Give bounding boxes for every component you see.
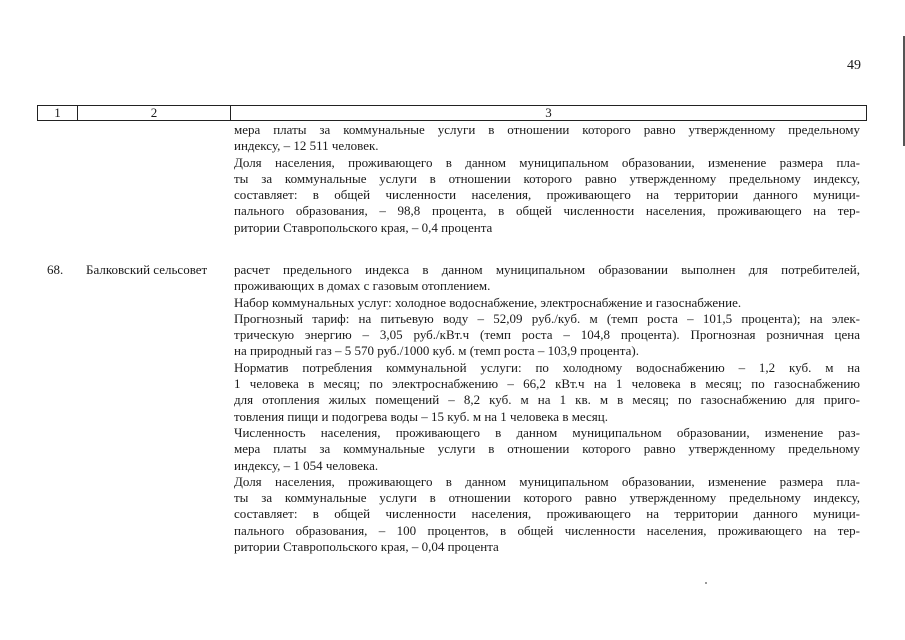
paragraph bbox=[234, 122, 860, 155]
text-line: индексу, – 1 054 человека. bbox=[234, 457, 379, 473]
continuation-text bbox=[234, 122, 860, 236]
text-line: мера платы за коммунальные услуги в отношении которого равно утвержденному предельному bbox=[234, 122, 860, 137]
text-line: ты за коммунальные услуги в отношении которого равно утвержденному предельному индексу, bbox=[234, 490, 860, 506]
text-line: пального образования, – 98,8 процента, в общей численности населения, проживающего на тер- bbox=[234, 203, 860, 219]
column-header-3: 3 bbox=[545, 105, 552, 120]
municipality-name: Балковский сельсовет bbox=[86, 262, 208, 277]
paragraph bbox=[234, 360, 860, 425]
text-line: Доля населения, проживающего в данном муниципальном образовании, изменение размера пла- bbox=[234, 154, 860, 170]
paragraph bbox=[234, 474, 860, 555]
text-line: ритории Ставропольского края, – 0,04 процента bbox=[234, 539, 499, 555]
page-number: 49 bbox=[847, 58, 861, 73]
text-line: для отопления жилых помещений – 8,2 куб. м на 1 кв. м в месяц; по газоснабжению для приго- bbox=[234, 392, 860, 408]
column-header-1: 1 bbox=[38, 106, 78, 120]
text-line: товления пищи и подогрева воды – 15 куб. м на 1 человека в месяц. bbox=[234, 408, 608, 424]
paragraph bbox=[234, 311, 860, 360]
text-line: Доля населения, проживающего в данном муниципальном образовании, изменение размера пла- bbox=[234, 473, 860, 489]
column-header-2: 2 bbox=[78, 106, 231, 120]
text-line: мера платы за коммунальные услуги в отношении которого равно утвержденному предельному bbox=[234, 441, 860, 457]
paragraph bbox=[234, 295, 860, 311]
table-header-row bbox=[37, 105, 867, 121]
text-line: Прогнозный тариф: на питьевую воду – 52,09 руб./куб. м (темп роста – 101,5 процента); на элек- bbox=[234, 310, 860, 326]
text-line: на природный газ – 5 570 руб./1000 куб. м (темп роста – 103,9 процента). bbox=[234, 343, 639, 359]
text-line: составляет: в общей численности населения, проживающего на территории данного муници- bbox=[234, 506, 860, 522]
text-line: трическую энергию – 3,05 руб./кВт.ч (темп роста – 104,8 процента). Прогнозная розничная цена bbox=[234, 327, 860, 343]
row-number: 68. bbox=[47, 262, 64, 277]
text-line: ритории Ставропольского края, – 0,4 процента bbox=[234, 219, 493, 235]
text-line: Норматив потребления коммунальной услуги: по холодному водоснабжению – 1,2 куб. м на bbox=[234, 359, 860, 375]
text-line: индексу, – 12 511 человек. bbox=[234, 138, 379, 154]
text-line: Набор коммунальных услуг: холодное водоснабжение, электроснабжение и газоснабжение. bbox=[234, 294, 742, 310]
text-line: расчет предельного индекса в данном муниципальном образовании выполнен для потребителей, bbox=[234, 262, 860, 277]
text-line: ты за коммунальные услуги в отношении которого равно утвержденному предельному индексу, bbox=[234, 170, 860, 186]
text-line: Численность населения, проживающего в данном муниципальном образовании, изменение раз- bbox=[234, 424, 860, 440]
paragraph bbox=[234, 262, 860, 295]
entry-text bbox=[234, 262, 860, 555]
paragraph bbox=[234, 425, 860, 474]
paragraph bbox=[234, 155, 860, 236]
text-line: проживающих в домах с газовым отоплением. bbox=[234, 278, 491, 294]
text-line: пального образования, – 100 процентов, в общей численности населения, проживающего на тер- bbox=[234, 522, 860, 538]
scan-speck bbox=[705, 582, 707, 584]
text-line: составляет: в общей численности населения, проживающего на территории данного муници- bbox=[234, 187, 860, 203]
text-line: 1 человека в месяц; по электроснабжению – 66,2 кВт.ч на 1 человека в месяц; по газоснабжению bbox=[234, 376, 860, 392]
